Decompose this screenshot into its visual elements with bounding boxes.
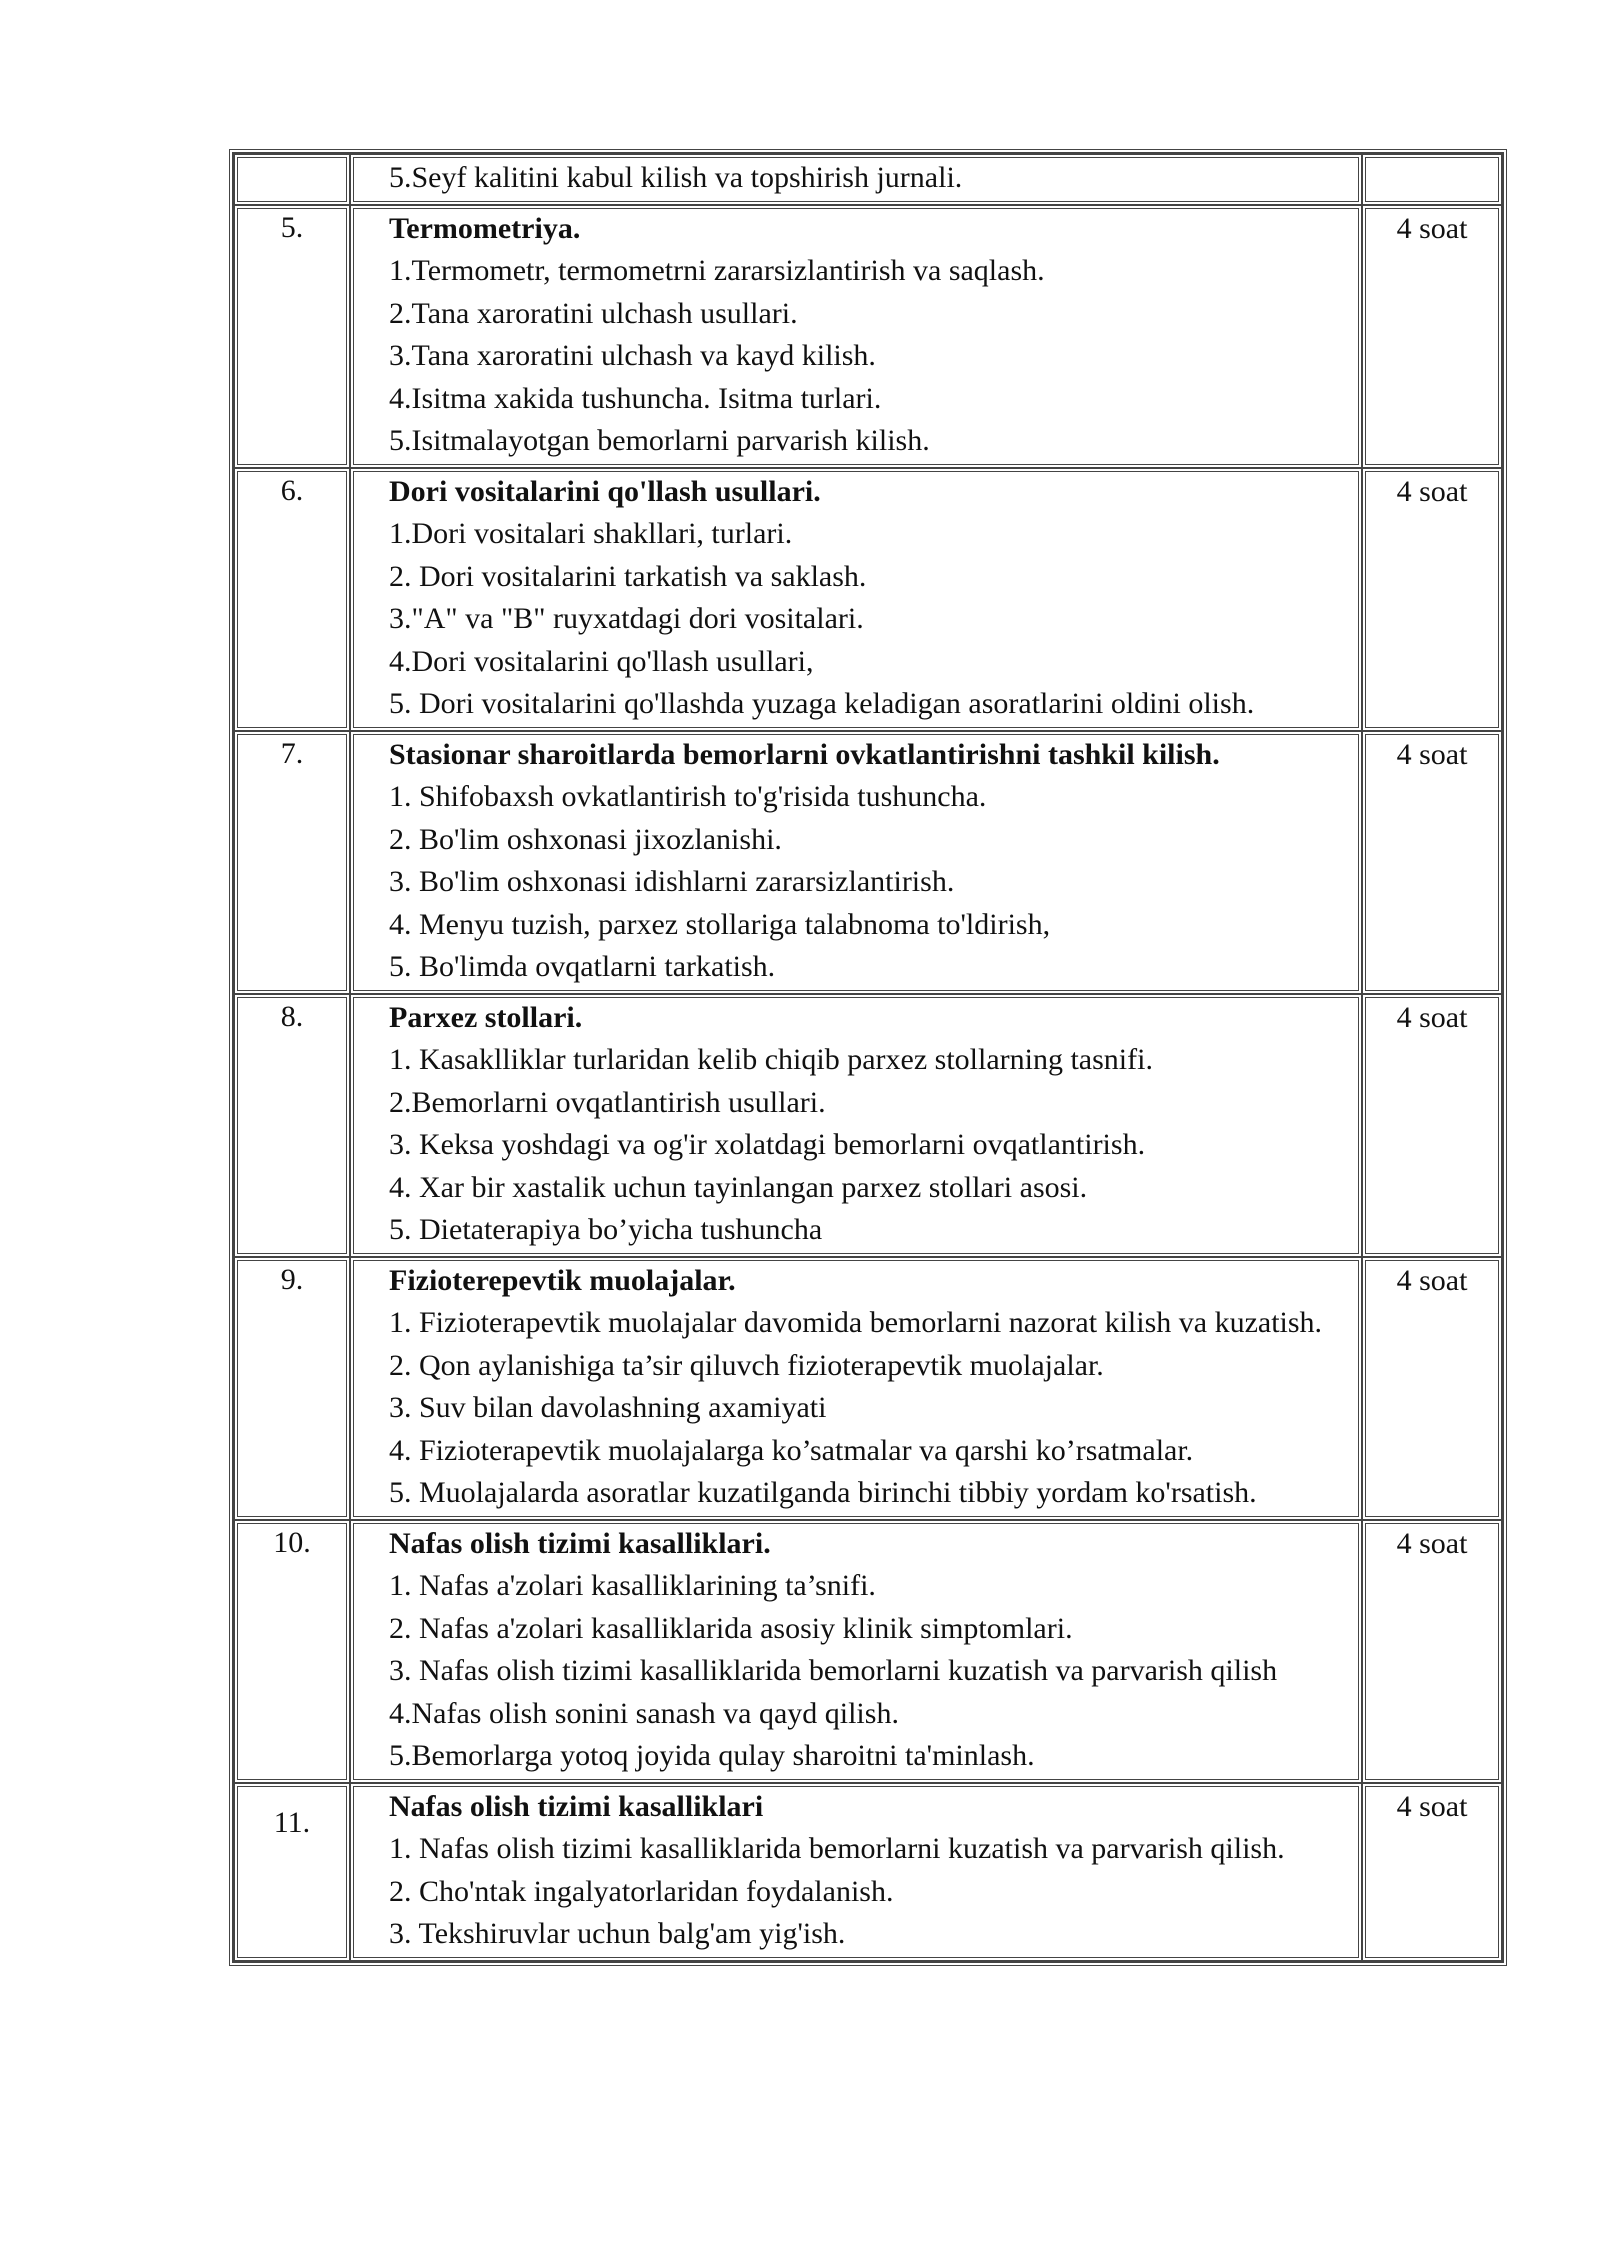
table-row [234, 468, 1502, 731]
list-item: 3. Bo'lim oshxonasi idishlarni zararsizlantirish. [389, 865, 955, 898]
list-item: 1.Termometr, termometrni zararsizlantirish va saqlash. [389, 254, 1045, 287]
row-content [350, 994, 1362, 1257]
list-item: 2.Tana xaroratini ulchash usullari. [389, 296, 798, 330]
list-item: 5. Dietaterapiya bo’yicha tushuncha [389, 1213, 823, 1246]
list-item: 5. Dori vositalarini qo'llashda yuzaga keladigan asoratlarini oldini olish. [389, 687, 1255, 720]
row-hours: 4 soat [1362, 468, 1502, 731]
list-item: 3. Suv bilan davolashning axamiyati [389, 1391, 827, 1424]
row-hours: 4 soat [1362, 994, 1502, 1257]
list-item: 2. Dori vositalarini tarkatish va saklash. [389, 559, 867, 593]
row-number: 10. [234, 1520, 350, 1783]
row-hours: 4 soat [1362, 205, 1502, 468]
row-number: 5. [234, 205, 350, 468]
row-number: 11. [234, 1783, 350, 1961]
list-item: 2. Bo'lim oshxonasi jixozlanishi. [389, 822, 782, 856]
list-item: 1. Nafas a'zolari kasalliklarining ta’snifi. [389, 1569, 876, 1602]
row-content [350, 1520, 1362, 1783]
list-item: 1. Nafas olish tizimi kasalliklarida bemorlarni kuzatish va parvarish qilish. [389, 1832, 1285, 1865]
list-item: 4. Xar bir xastalik uchun tayinlangan parxez stollari asosi. [389, 1170, 1088, 1204]
row-number: 9. [234, 1257, 350, 1520]
list-item: 3."A" va "B" ruyxatdagi dori vositalari. [389, 602, 864, 635]
list-item: 5. Muolajalarda asoratlar kuzatilganda birinchi tibbiy yordam ko'rsatish. [389, 1476, 1257, 1509]
list-item: 4.Dori vositalarini qo'llash usullari, [389, 644, 814, 678]
curriculum-table-body [234, 154, 1502, 1961]
curriculum-table [232, 152, 1504, 1963]
row-hours: 4 soat [1362, 1520, 1502, 1783]
row-content [350, 154, 1362, 205]
list-item: 4. Fizioterapevtik muolajalarga ko’satmalar va qarshi ko’rsatmalar. [389, 1433, 1194, 1467]
table-row [234, 1783, 1502, 1961]
list-item: 3. Keksa yoshdagi va og'ir xolatdagi bemorlarni ovqatlantirish. [389, 1128, 1146, 1161]
list-item: 5.Isitmalayotgan bemorlarni parvarish kilish. [389, 424, 930, 457]
row-content [350, 205, 1362, 468]
row-content [350, 1257, 1362, 1520]
table-row [234, 154, 1502, 205]
list-item: 4. Menyu tuzish, parxez stollariga talabnoma to'ldirish, [389, 907, 1051, 941]
table-row [234, 205, 1502, 468]
row-content [350, 731, 1362, 994]
list-item: 5.Bemorlarga yotoq joyida qulay sharoitni ta'minlash. [389, 1739, 1035, 1772]
table-row [234, 1257, 1502, 1520]
list-item: 1.Dori vositalari shakllari, turlari. [389, 517, 793, 550]
list-item: 4.Isitma xakida tushuncha. Isitma turlari. [389, 381, 882, 415]
list-item: 3. Tekshiruvlar uchun balg'am yig'ish. [389, 1917, 846, 1950]
topic-title: Nafas olish tizimi kasalliklari. [389, 1526, 771, 1560]
row-number [234, 154, 350, 205]
list-item: 5. Bo'limda ovqatlarni tarkatish. [389, 950, 776, 983]
list-item: 4.Nafas olish sonini sanash va qayd qilish. [389, 1696, 899, 1730]
row-hours [1362, 154, 1502, 205]
topic-title: Stasionar sharoitlarda bemorlarni ovkatlantirishni tashkil kilish. [389, 737, 1220, 771]
row-hours: 4 soat [1362, 731, 1502, 994]
list-item: 5.Seyf kalitini kabul kilish va topshirish jurnali. [389, 161, 963, 194]
topic-title: Nafas olish tizimi kasalliklari [389, 1789, 764, 1823]
row-number: 8. [234, 994, 350, 1257]
list-item: 2.Bemorlarni ovqatlantirish usullari. [389, 1085, 826, 1119]
row-number: 6. [234, 468, 350, 731]
row-number: 7. [234, 731, 350, 994]
table-row [234, 994, 1502, 1257]
row-hours: 4 soat [1362, 1257, 1502, 1520]
list-item: 3. Nafas olish tizimi kasalliklarida bemorlarni kuzatish va parvarish qilish [389, 1654, 1278, 1687]
list-item: 3.Tana xaroratini ulchash va kayd kilish. [389, 339, 876, 372]
list-item: 1. Fizioterapevtik muolajalar davomida bemorlarni nazorat kilish va kuzatish. [389, 1306, 1323, 1339]
topic-title: Dori vositalarini qo'llash usullari. [389, 474, 821, 508]
row-content [350, 468, 1362, 731]
topic-title: Termometriya. [389, 211, 581, 245]
list-item: 1. Shifobaxsh ovkatlantirish to'g'risida tushuncha. [389, 780, 987, 813]
topic-title: Parxez stollari. [389, 1000, 583, 1034]
row-content [350, 1783, 1362, 1961]
list-item: 2. Nafas a'zolari kasalliklarida asosiy klinik simptomlari. [389, 1611, 1073, 1645]
row-hours: 4 soat [1362, 1783, 1502, 1961]
table-row [234, 1520, 1502, 1783]
topic-title: Fizioterepevtik muolajalar. [389, 1263, 736, 1297]
list-item: 2. Qon aylanishiga ta’sir qiluvch fizioterapevtik muolajalar. [389, 1348, 1104, 1382]
list-item: 2. Cho'ntak ingalyatorlaridan foydalanish. [389, 1874, 894, 1908]
list-item: 1. Kasaklliklar turlaridan kelib chiqib parxez stollarning tasnifi. [389, 1043, 1153, 1076]
table-row [234, 731, 1502, 994]
